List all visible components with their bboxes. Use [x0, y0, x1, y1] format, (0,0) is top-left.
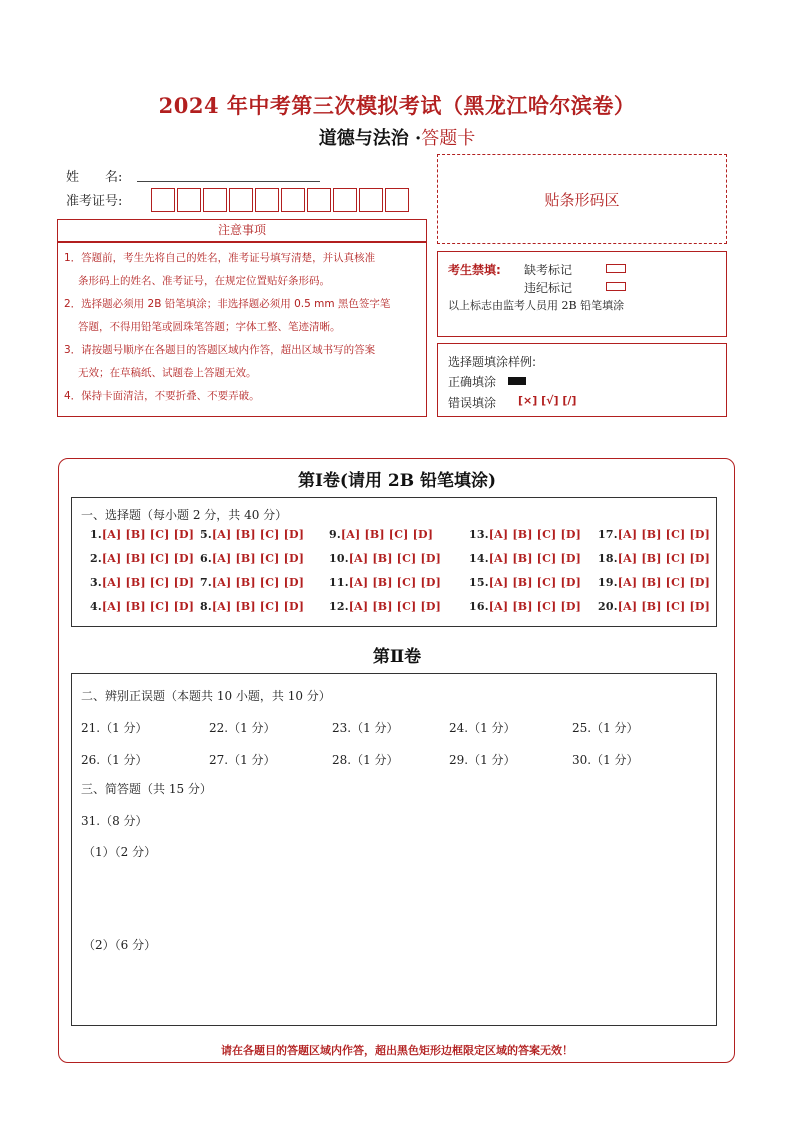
mc-question-number: 10. — [329, 552, 349, 565]
exam-title: 2024 年中考第三次模拟考试（黑龙江哈尔滨卷） — [158, 93, 636, 118]
absent-label: 缺考标记 — [524, 263, 573, 277]
part1-title: 第Ⅰ卷(请用 2B 铅笔填涂) — [297, 471, 497, 491]
mc-options[interactable]: [A] [B] [C] [D] — [348, 552, 442, 565]
id-digit-box[interactable] — [281, 188, 305, 212]
mc-question[interactable] — [329, 552, 441, 565]
mc-options[interactable]: [A] [B] [C] [D] — [617, 528, 711, 541]
mc-question-number: 13. — [469, 528, 489, 541]
short-answer-heading: 三、简答题（共 15 分） — [81, 782, 212, 796]
mc-question[interactable] — [598, 528, 710, 541]
mc-question-number: 14. — [469, 552, 489, 565]
tf-section-heading: 二、辨别正误题（本题共 10 小题，共 10 分） — [81, 689, 331, 703]
mc-question[interactable] — [90, 528, 194, 541]
mc-question[interactable] — [329, 528, 433, 541]
mc-question[interactable] — [598, 576, 710, 589]
tf-item: 26.（1 分） — [81, 753, 148, 767]
mc-question[interactable] — [598, 552, 710, 565]
q31-label: 31.（8 分） — [81, 814, 148, 828]
mc-question-number: 1. — [90, 528, 102, 541]
id-number-boxes[interactable] — [151, 188, 411, 212]
mc-question[interactable] — [329, 600, 441, 613]
notice-line: 2．选择题必须用 2B 铅笔填涂；非选择题必须用 0.5 mm 黑色签字笔 — [64, 298, 391, 310]
mc-section-heading: 一、选择题（每小题 2 分，共 40 分） — [81, 508, 288, 522]
mc-options[interactable]: [A] [B] [C] [D] — [101, 576, 195, 589]
mc-question-number: 5. — [200, 528, 212, 541]
mc-options[interactable]: [A] [B] [C] [D] — [340, 528, 434, 541]
exam-subtitle — [0, 124, 794, 150]
mc-options[interactable]: [A] [B] [C] [D] — [617, 600, 711, 613]
mc-question[interactable] — [200, 528, 304, 541]
tf-item: 30.（1 分） — [572, 753, 639, 767]
mc-question[interactable] — [90, 600, 194, 613]
written-answer-box[interactable] — [71, 673, 717, 1026]
mc-question-number: 4. — [90, 600, 102, 613]
fill-sample-box — [437, 343, 727, 417]
mc-options[interactable]: [A] [B] [C] [D] — [101, 600, 195, 613]
mc-question[interactable] — [469, 600, 581, 613]
mc-options[interactable]: [A] [B] [C] [D] — [348, 576, 442, 589]
violation-mark-box[interactable] — [606, 282, 626, 291]
id-digit-box[interactable] — [151, 188, 175, 212]
tf-item: 28.（1 分） — [332, 753, 399, 767]
mc-question-number: 2. — [90, 552, 102, 565]
mc-question[interactable] — [200, 600, 304, 613]
id-digit-box[interactable] — [385, 188, 409, 212]
barcode-area — [437, 154, 727, 244]
mc-options[interactable]: [A] [B] [C] [D] — [488, 600, 582, 613]
mc-question-number: 17. — [598, 528, 618, 541]
q31-2-label: （2）（6 分） — [83, 938, 157, 952]
tf-item: 24.（1 分） — [449, 721, 516, 735]
correct-fill-mark — [508, 377, 526, 385]
part2-title: 第Ⅱ卷 — [372, 647, 422, 667]
notice-line: 4．保持卡面清洁，不要折叠、不要弄破。 — [64, 390, 260, 402]
mc-options[interactable]: [A] [B] [C] [D] — [211, 552, 305, 565]
tf-item: 22.（1 分） — [209, 721, 276, 735]
mc-question[interactable] — [329, 576, 441, 589]
wrong-label: 错误填涂 — [448, 396, 497, 410]
mc-question-number: 9. — [329, 528, 341, 541]
mc-question[interactable] — [90, 552, 194, 565]
id-digit-box[interactable] — [229, 188, 253, 212]
sample-title: 选择题填涂样例: — [448, 355, 537, 369]
mc-question[interactable] — [90, 576, 194, 589]
tf-item: 21.（1 分） — [81, 721, 148, 735]
correct-label: 正确填涂 — [448, 375, 497, 389]
mc-question-number: 19. — [598, 576, 618, 589]
notice-line: 3．请按题号顺序在各题目的答题区域内作答，超出区域书写的答案 — [64, 344, 376, 356]
mc-question[interactable] — [469, 552, 581, 565]
mc-options[interactable]: [A] [B] [C] [D] — [101, 552, 195, 565]
mc-question[interactable] — [200, 552, 304, 565]
ban-note: 以上标志由监考人员用 2B 铅笔填涂 — [448, 299, 625, 312]
mc-question-number: 7. — [200, 576, 212, 589]
mc-options[interactable]: [A] [B] [C] [D] — [617, 576, 711, 589]
tf-item: 23.（1 分） — [332, 721, 399, 735]
notice-body — [57, 242, 427, 417]
id-digit-box[interactable] — [177, 188, 201, 212]
proctor-marks-box — [437, 251, 727, 337]
notice-line: 无效；在草稿纸、试题卷上答题无效。 — [78, 367, 257, 379]
id-digit-box[interactable] — [255, 188, 279, 212]
mc-question[interactable] — [469, 576, 581, 589]
q31-1-label: （1）（2 分） — [83, 845, 157, 859]
id-label: 准考证号: — [66, 194, 123, 209]
mc-question-number: 15. — [469, 576, 489, 589]
separator-dot: · — [415, 128, 422, 149]
mc-question-number: 8. — [200, 600, 212, 613]
id-digit-box[interactable] — [333, 188, 357, 212]
name-field[interactable] — [137, 180, 320, 182]
notice-line: 答题，不得用铅笔或圆珠笔答题；字体工整、笔迹清晰。 — [78, 321, 341, 333]
mc-question-number: 18. — [598, 552, 618, 565]
mc-options[interactable]: [A] [B] [C] [D] — [211, 576, 305, 589]
ban-label: 考生禁填: — [448, 263, 501, 277]
footer-warning: 请在各题目的答题区域内作答，超出黑色矩形边框限定区域的答案无效！ — [221, 1044, 573, 1057]
card-label: 答题卡 — [421, 128, 476, 149]
mc-options[interactable]: [A] [B] [C] [D] — [211, 600, 305, 613]
notice-line: 条形码上的姓名、准考证号，在规定位置贴好条形码。 — [78, 275, 330, 287]
tf-item: 27.（1 分） — [209, 753, 276, 767]
mc-options[interactable]: [A] [B] [C] [D] — [488, 552, 582, 565]
mc-options[interactable]: [A] [B] [C] [D] — [101, 528, 195, 541]
mc-question-number: 6. — [200, 552, 212, 565]
id-digit-box[interactable] — [203, 188, 227, 212]
id-digit-box[interactable] — [359, 188, 383, 212]
mc-options[interactable]: [A] [B] [C] [D] — [617, 552, 711, 565]
mc-options[interactable]: [A] [B] [C] [D] — [348, 600, 442, 613]
mc-question-number: 11. — [329, 576, 349, 589]
id-digit-box[interactable] — [307, 188, 331, 212]
mc-question-number: 12. — [329, 600, 349, 613]
mc-options[interactable]: [A] [B] [C] [D] — [488, 576, 582, 589]
mc-question-number: 20. — [598, 600, 618, 613]
absent-mark-box[interactable] — [606, 264, 626, 273]
notice-line: 1．答题前，考生先将自己的姓名，准考证号填写清楚，并认真核准 — [64, 252, 376, 264]
mc-question-number: 3. — [90, 576, 102, 589]
mc-question[interactable] — [469, 528, 581, 541]
subject-name: 道德与法治 — [318, 128, 409, 149]
mc-question[interactable] — [598, 600, 710, 613]
wrong-fill-marks: [×] [√] [/] — [518, 394, 577, 407]
violation-label: 违纪标记 — [524, 281, 573, 295]
tf-item: 25.（1 分） — [572, 721, 639, 735]
multiple-choice-box — [71, 497, 717, 627]
tf-item: 29.（1 分） — [449, 753, 516, 767]
mc-question-number: 16. — [469, 600, 489, 613]
mc-options[interactable]: [A] [B] [C] [D] — [488, 528, 582, 541]
notice-heading: 注意事项 — [57, 219, 427, 242]
name-label: 姓 名: — [66, 170, 123, 185]
mc-question[interactable] — [200, 576, 304, 589]
mc-options[interactable]: [A] [B] [C] [D] — [211, 528, 305, 541]
barcode-label: 贴条形码区 — [544, 190, 620, 209]
